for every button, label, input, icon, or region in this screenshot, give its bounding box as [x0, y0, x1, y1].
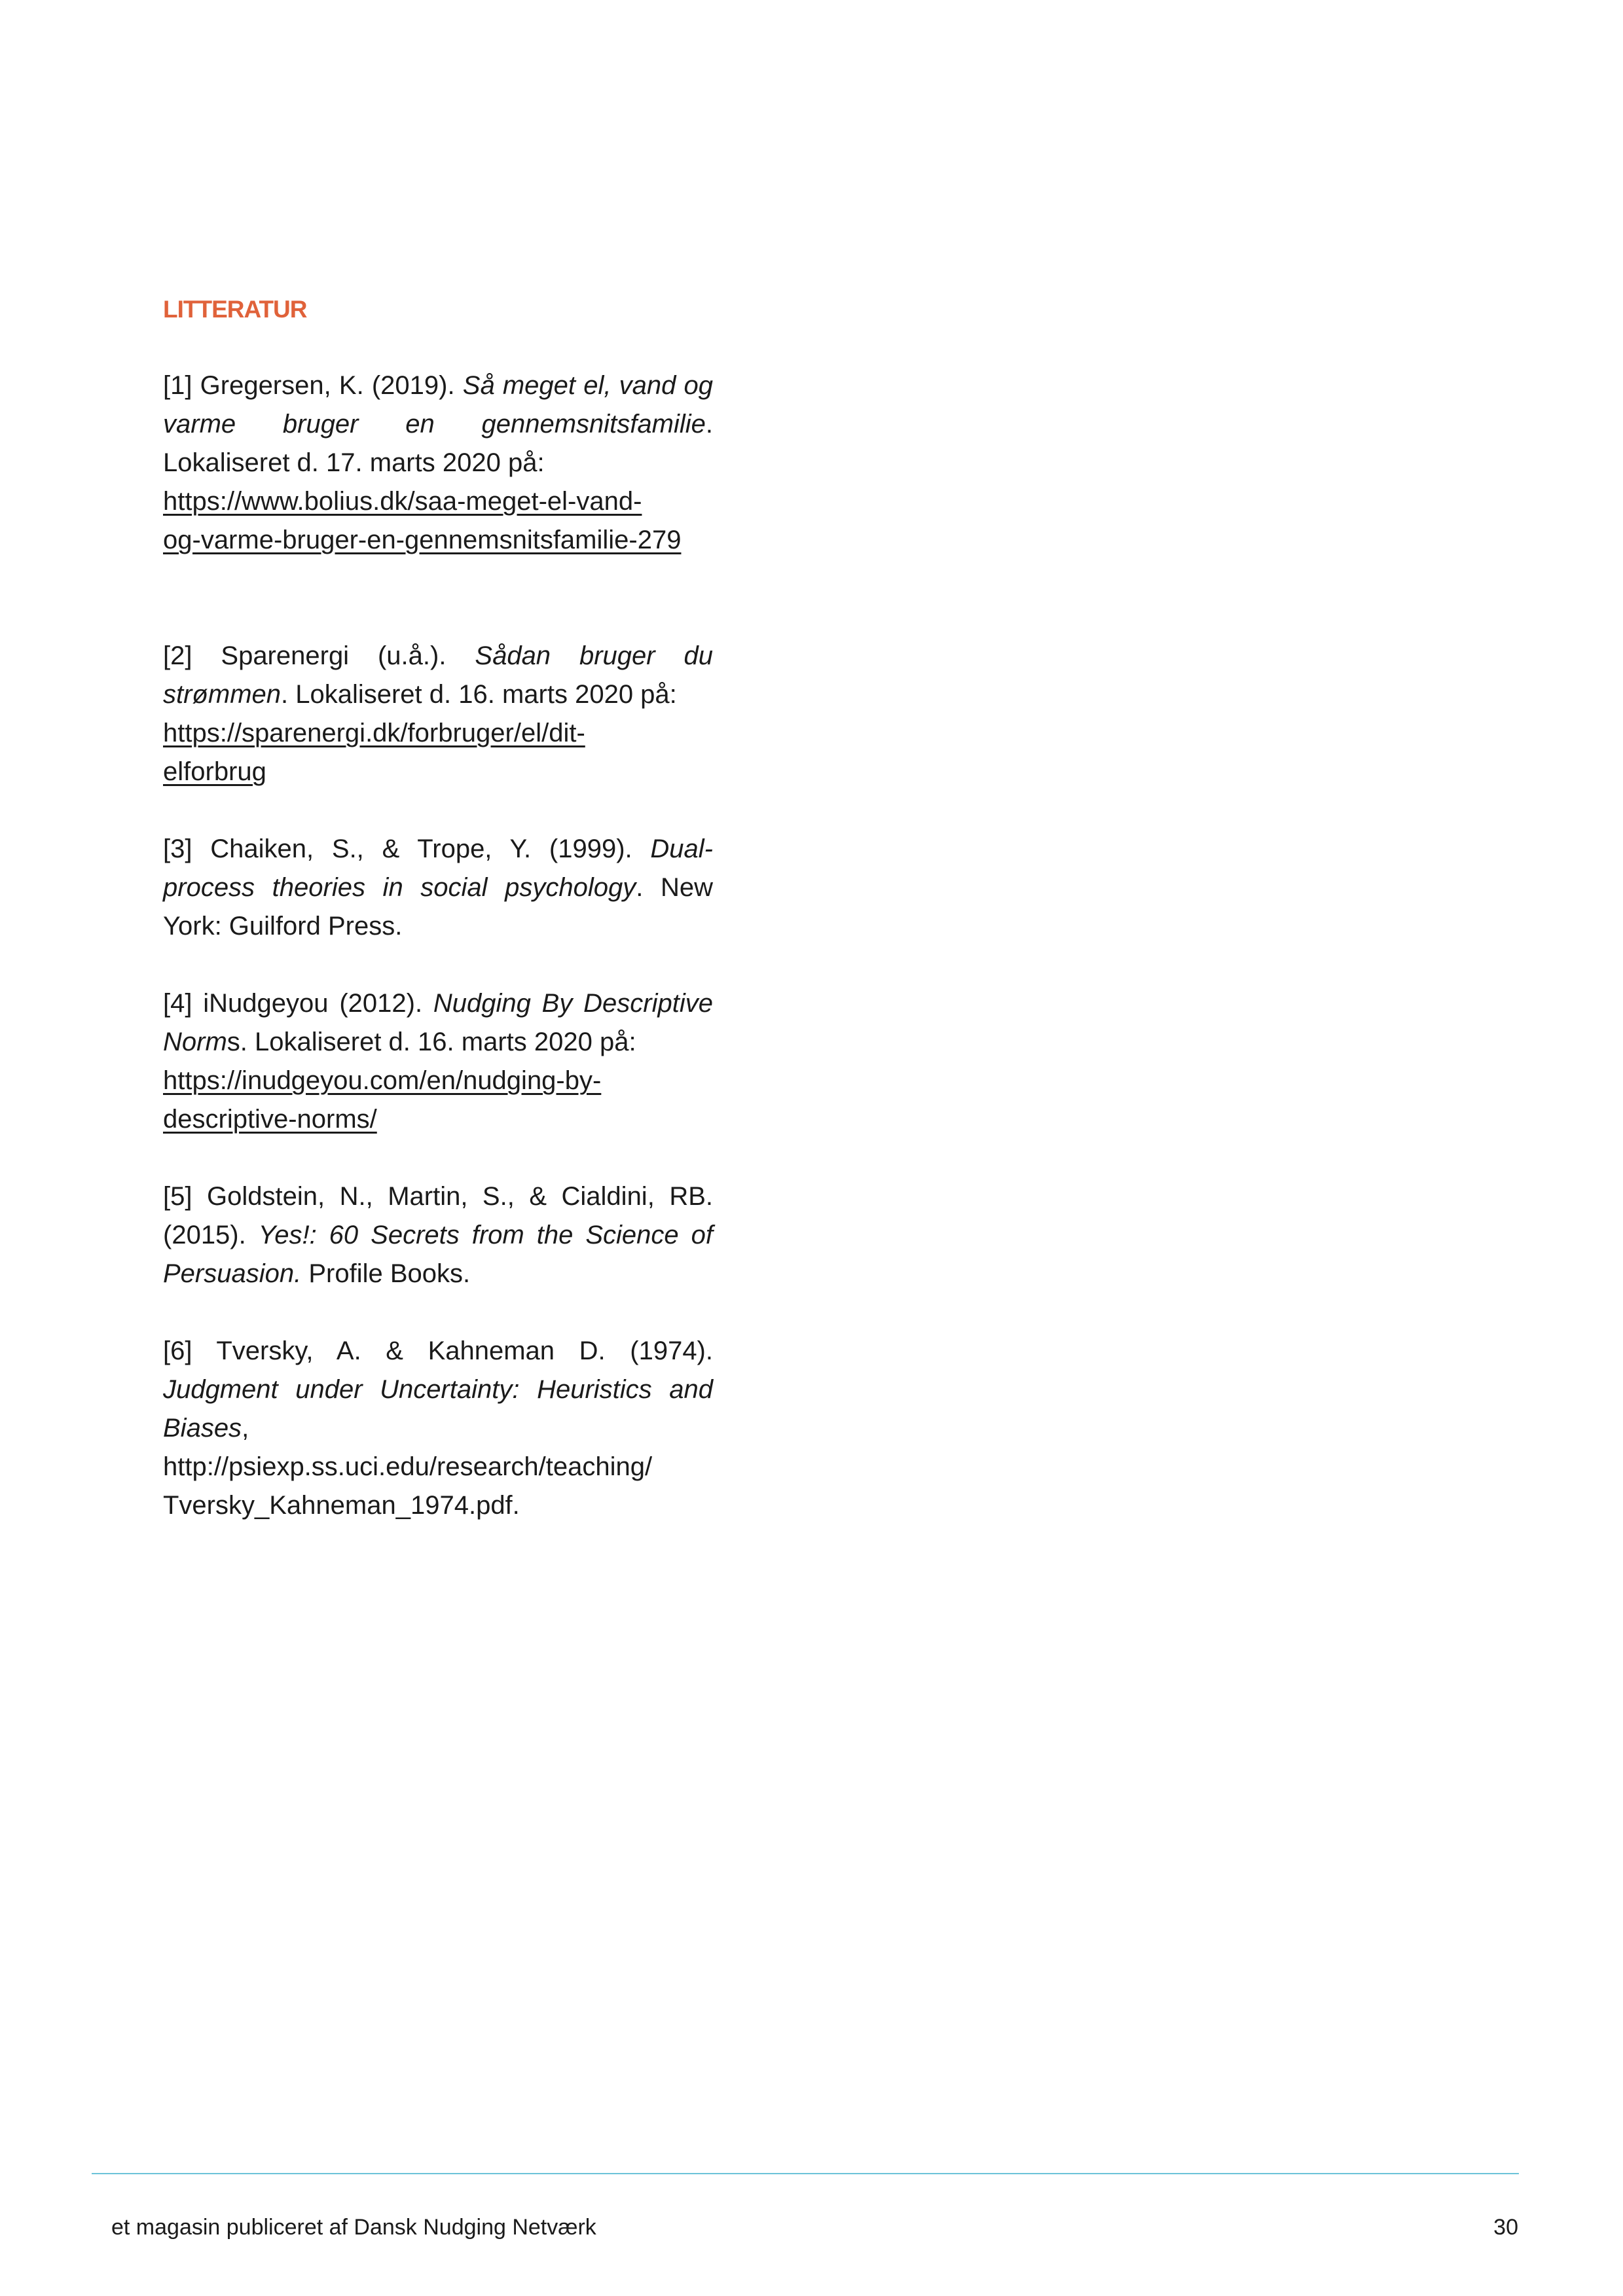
- reference-list: [163, 367, 713, 1525]
- section-heading: LITTERATUR: [163, 296, 307, 323]
- reference-item-5: [163, 1177, 713, 1293]
- reference-title: Yes!: 60 Secrets from the Science of Persuasion.: [163, 1221, 713, 1288]
- reference-details: . New York: Guilford Press.: [163, 873, 713, 941]
- reference-authors: [1] Gregersen, K. (2019).: [163, 371, 463, 400]
- reference-authors: [2] Sparenergi (u.å.).: [163, 641, 475, 670]
- page-number: 30: [1493, 2215, 1518, 2240]
- reference-title: Sådan bruger du strømmen: [163, 641, 714, 709]
- reference-item-3: [163, 830, 713, 946]
- reference-details: ,: [242, 1414, 249, 1443]
- reference-title: Judgment under Uncertainty: Heuristics and Biases: [163, 1375, 713, 1443]
- reference-link[interactable]: https://inudgeyou.com/en/nudging-by- descriptive-norms/: [163, 1066, 602, 1134]
- footer-divider: [92, 2173, 1519, 2174]
- reference-details: . Lokaliseret d. 17. marts 2020 på:: [163, 410, 713, 477]
- reference-authors: [5] Goldstein, N., Martin, S., & Cialdini, RB. (2015).: [163, 1182, 713, 1249]
- reference-details: s. Lokaliseret d. 16. marts 2020 på:: [227, 1028, 636, 1056]
- reference-url: http://psiexp.ss.uci.edu/research/teaching/ Tversky_Kahneman_1974.pdf.: [163, 1452, 653, 1520]
- reference-link[interactable]: https://sparenergi.dk/forbruger/el/dit- elforbrug: [163, 719, 585, 786]
- reference-title: Så meget el, vand og varme bruger en gennemsnitsfamilie: [163, 371, 713, 439]
- reference-item-4: [163, 984, 713, 1139]
- reference-item-2: [163, 637, 713, 791]
- reference-details: . Lokaliseret d. 16. marts 2020 på:: [281, 680, 677, 709]
- reference-title: Nudging By Descriptive Norm: [163, 989, 713, 1056]
- reference-authors: [6] Tversky, A. & Kahneman D. (1974).: [163, 1336, 713, 1365]
- reference-title: Dual-process theories in social psychology: [163, 834, 713, 902]
- reference-authors: [3] Chaiken, S., & Trope, Y. (1999).: [163, 834, 651, 863]
- footer-publication-text: et magasin publiceret af Dansk Nudging Netværk: [111, 2215, 596, 2240]
- reference-item-1: [163, 367, 713, 560]
- reference-authors: [4] iNudgeyou (2012).: [163, 989, 433, 1018]
- reference-link[interactable]: https://www.bolius.dk/saa-meget-el-vand- og-varme-bruger-en-gennemsnitsfamilie-279: [163, 487, 682, 554]
- reference-details: Profile Books.: [301, 1259, 471, 1288]
- reference-item-6: [163, 1332, 713, 1525]
